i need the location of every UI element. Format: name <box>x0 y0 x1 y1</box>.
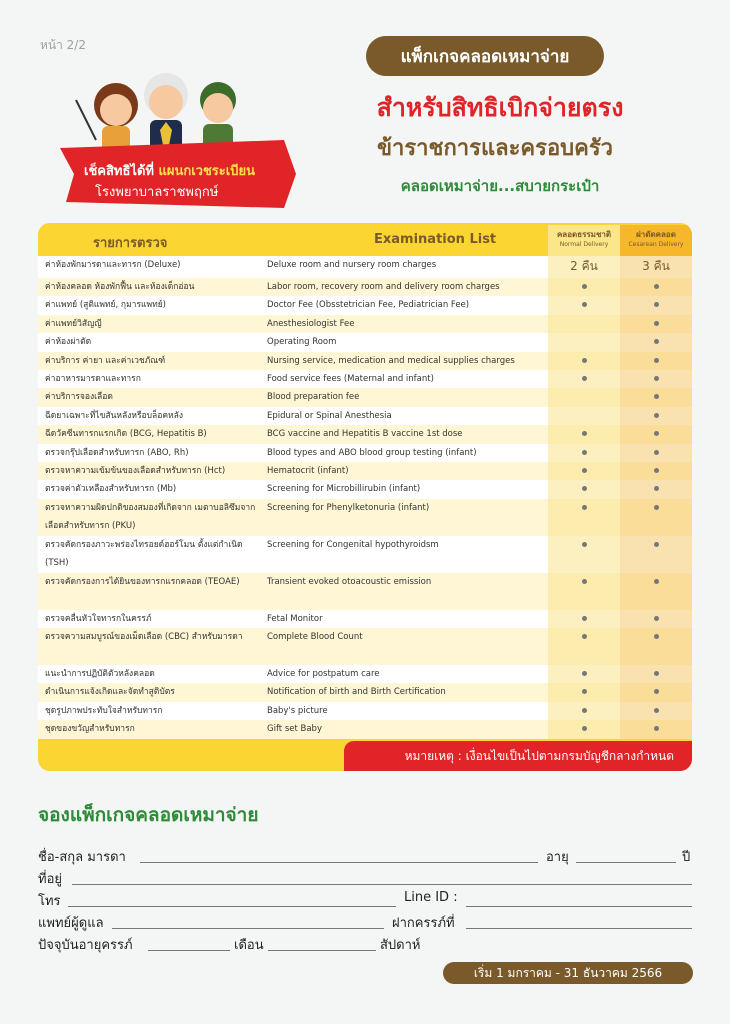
age-field[interactable] <box>576 862 676 863</box>
col-normal-header: คลอดธรรมชาติ Normal Delivery <box>548 225 620 256</box>
cesarean-cell <box>620 444 692 462</box>
row-thai-label: ค่าห้องคลอด ห้องพักฟื้น และห้องเด็กอ่อน <box>45 282 195 292</box>
cesarean-cell <box>620 702 692 720</box>
gestation-week-field[interactable] <box>268 950 376 951</box>
table-row <box>38 352 692 370</box>
table-row <box>38 665 692 683</box>
table-row <box>38 315 692 333</box>
cesarean-cell <box>620 610 692 628</box>
row-thai-label: ดำเนินการแจ้งเกิดและจัดทำสูติบัตร <box>45 687 175 698</box>
table-row <box>38 388 692 406</box>
included-dot-icon <box>582 505 587 510</box>
cesarean-cell <box>620 352 692 370</box>
included-dot-icon <box>654 468 659 473</box>
normal-cell <box>548 610 620 628</box>
included-dot-icon <box>582 486 587 491</box>
cesarean-cell <box>620 278 692 296</box>
normal-cell <box>548 628 620 665</box>
included-dot-icon <box>582 579 587 584</box>
row-en-label: Operating Room <box>267 337 337 348</box>
row-thai-label: ค่าห้องพักมารดาและทารก (Deluxe) <box>45 260 181 270</box>
row-en-label: Fetal Monitor <box>267 613 323 624</box>
included-dot-icon <box>654 413 659 418</box>
row-thai-label: ชุดของขวัญสำหรับทารก <box>45 724 135 735</box>
name-label: ชื่อ-สกุล มารดา <box>38 850 126 865</box>
row-thai-label: แนะนำการปฏิบัติตัวหลังคลอด <box>45 669 155 680</box>
cesarean-cell <box>620 480 692 498</box>
cesarean-cell <box>620 370 692 388</box>
gestation-label: ปัจจุบันอายุครรภ์ <box>38 938 133 953</box>
included-dot-icon <box>582 542 587 547</box>
validity-period: เริ่ม 1 มกราคม - 31 ธันวาคม 2566 <box>443 962 693 984</box>
cesarean-cell <box>620 333 692 351</box>
row-thai-label: ตรวจค่าตัวเหลืองสำหรับทารก (Mb) <box>45 484 177 495</box>
table-row <box>38 407 692 425</box>
table-body <box>38 256 692 739</box>
included-dot-icon <box>582 431 587 436</box>
included-dot-icon <box>582 358 587 363</box>
normal-cell <box>548 462 620 480</box>
included-dot-icon <box>582 634 587 639</box>
row-en-label: Labor room, recovery room and delivery room charges <box>267 282 500 292</box>
normal-cell <box>548 315 620 333</box>
row-thai-label: ฉีดวัคซีนทารกแรกเกิด (BCG, Hepatitis B) <box>45 429 207 440</box>
cesarean-cell <box>620 407 692 425</box>
table-row <box>38 720 692 738</box>
included-dot-icon <box>654 450 659 455</box>
row-en-label: Hematocrit (infant) <box>267 465 349 476</box>
gestation-month-field[interactable] <box>148 950 230 951</box>
table-row <box>38 536 692 573</box>
table-row <box>38 499 692 536</box>
year-label: ปี <box>682 850 691 865</box>
included-dot-icon <box>654 671 659 676</box>
row-thai-label: ตรวจความสมบูรณ์ของเม็ดเลือด (CBC) สำหรับมารดา <box>45 632 243 643</box>
table-row <box>38 370 692 388</box>
normal-cell <box>548 333 620 351</box>
row-thai-label: ตรวจคลื่นหัวใจทารกในครรภ์ <box>45 613 152 624</box>
included-dot-icon <box>582 689 587 694</box>
week-label: สัปดาห์ <box>380 938 421 953</box>
table-row <box>38 425 692 443</box>
row-en-label: Screening for Phenylketonuria (infant) <box>267 502 430 513</box>
cesarean-cell <box>620 315 692 333</box>
row-thai-label: ตรวจหาความผิดปกติของสมองที่เกิดจาก เมตาบอลิซึมจากเลือดสำหรับทารก (PKU) <box>45 502 256 531</box>
included-dot-icon <box>654 284 659 289</box>
row-en-label: Screening for Microbillirubin (infant) <box>267 484 421 495</box>
row-en-label: Blood preparation fee <box>267 392 360 403</box>
cesarean-cell <box>620 462 692 480</box>
row-thai-label: ตรวจกรุ๊ปเลือดสำหรับทารก (ABO, Rh) <box>45 447 189 458</box>
normal-cell <box>548 425 620 443</box>
included-dot-icon <box>582 708 587 713</box>
page-number: หน้า 2/2 <box>40 38 86 52</box>
cesarean-nights: 3 คืน <box>642 259 670 273</box>
row-en-label: Gift set Baby <box>267 724 322 735</box>
normal-cell <box>548 370 620 388</box>
col-thai-header: รายการตรวจ <box>93 236 168 251</box>
included-dot-icon <box>582 468 587 473</box>
line-id-label: Line ID : <box>404 890 458 905</box>
phone-label: โทร <box>38 894 61 909</box>
normal-cell <box>548 256 620 278</box>
row-thai-label: ค่าบริการ ค่ายา และค่าเวชภัณฑ์ <box>45 355 166 366</box>
included-dot-icon <box>654 339 659 344</box>
table-row <box>38 628 692 665</box>
row-thai-label: ค่าห้องผ่าตัด <box>45 337 92 348</box>
table-row <box>38 256 692 278</box>
month-label: เดือน <box>234 938 264 953</box>
row-en-label: Doctor Fee (Obsstetrician Fee, Pediatrician Fee) <box>267 300 470 311</box>
normal-cell <box>548 278 620 296</box>
included-dot-icon <box>654 376 659 381</box>
address-field[interactable] <box>72 884 692 885</box>
table-row <box>38 296 692 314</box>
table-row <box>38 278 692 296</box>
row-en-label: Baby's picture <box>267 705 328 716</box>
normal-cell <box>548 407 620 425</box>
table-footer <box>38 741 344 771</box>
cesarean-cell <box>620 388 692 406</box>
normal-cell <box>548 499 620 536</box>
table-row <box>38 444 692 462</box>
table-row <box>38 333 692 351</box>
note-text: หมายเหตุ : เงื่อนไขเป็นไปตามกรมบัญชีกลางกำหนด <box>344 741 692 771</box>
booking-form-title: จองแพ็กเกจคลอดเหมาจ่าย <box>38 804 259 826</box>
cesarean-cell <box>620 425 692 443</box>
included-dot-icon <box>582 302 587 307</box>
row-en-label: Advice for postpatum care <box>267 669 380 680</box>
slogan: คลอดเหมาจ่าย...สบายกระเป๋า <box>400 177 600 195</box>
cesarean-cell <box>620 683 692 701</box>
normal-cell <box>548 352 620 370</box>
included-dot-icon <box>654 358 659 363</box>
cesarean-cell <box>620 628 692 665</box>
cesarean-cell <box>620 499 692 536</box>
table-header <box>38 223 692 256</box>
phone-field[interactable] <box>68 906 396 907</box>
package-title: แพ็กเกจคลอดเหมาจ่าย <box>366 36 604 76</box>
package-table <box>38 223 692 771</box>
row-thai-label: ค่าแพทย์วิสัญญี <box>45 318 102 329</box>
cesarean-cell <box>620 665 692 683</box>
title-line2: ข้าราชการและครอบครัว <box>376 136 614 161</box>
address-label: ที่อยู่ <box>38 872 62 887</box>
row-thai-label: ค่าบริการจองเลือด <box>45 392 113 403</box>
normal-cell <box>548 702 620 720</box>
normal-cell <box>548 296 620 314</box>
row-en-label: Nursing service, medication and medical supplies charges <box>267 355 515 366</box>
row-thai-label: ฉีดยาเฉพาะที่ไขสันหลังหรือบล็อคหลัง <box>45 410 183 421</box>
included-dot-icon <box>654 486 659 491</box>
included-dot-icon <box>654 431 659 436</box>
normal-cell <box>548 720 620 738</box>
table-row <box>38 573 692 610</box>
normal-cell <box>548 444 620 462</box>
normal-cell <box>548 388 620 406</box>
included-dot-icon <box>654 542 659 547</box>
table-row <box>38 683 692 701</box>
normal-cell <box>548 665 620 683</box>
included-dot-icon <box>582 284 587 289</box>
row-en-label: Complete Blood Count <box>267 632 363 643</box>
doctor-label: แพทย์ผู้ดูแล <box>38 916 104 931</box>
doctor-field[interactable] <box>112 928 384 929</box>
table-row <box>38 480 692 498</box>
included-dot-icon <box>582 726 587 731</box>
normal-cell <box>548 573 620 610</box>
antenatal-field[interactable] <box>466 928 692 929</box>
hospital-name: โรงพยาบาลราชพฤกษ์ <box>95 185 219 200</box>
row-en-label: Epidural or Spinal Anesthesia <box>267 410 392 421</box>
row-thai-label: ค่าอาหารมารดาและทารก <box>45 373 141 384</box>
included-dot-icon <box>654 394 659 399</box>
row-en-label: Screening for Congenital hypothyroidsm <box>267 539 439 550</box>
row-en-label: Food service fees (Maternal and infant) <box>267 373 434 384</box>
cesarean-cell <box>620 256 692 278</box>
included-dot-icon <box>654 579 659 584</box>
row-en-label: Deluxe room and nursery room charges <box>267 260 437 270</box>
included-dot-icon <box>654 708 659 713</box>
line-id-field[interactable] <box>466 906 692 907</box>
table-row <box>38 702 692 720</box>
row-en-label: Notification of birth and Birth Certification <box>267 687 446 698</box>
included-dot-icon <box>582 450 587 455</box>
antenatal-label: ฝากครรภ์ที่ <box>392 916 455 931</box>
included-dot-icon <box>654 302 659 307</box>
included-dot-icon <box>654 616 659 621</box>
col-cesarean-header: ผ่าตัดคลอด Cesarean Delivery <box>620 225 692 256</box>
row-en-label: Anesthesiologist Fee <box>267 318 355 329</box>
normal-nights: 2 คืน <box>570 259 598 273</box>
age-label: อายุ <box>546 850 569 865</box>
check-rights-text: เช็คสิทธิได้ที่ แผนกเวชระเบียน <box>84 164 255 179</box>
normal-cell <box>548 683 620 701</box>
title-line1: สำหรับสิทธิเบิกจ่ายตรง <box>376 93 624 122</box>
row-thai-label: ชุดรูปภาพประทับใจสำหรับทารก <box>45 705 163 716</box>
row-en-label: Transient evoked otoacoustic emission <box>267 576 432 587</box>
row-thai-label: ตรวจคัดกรองการได้ยินของทารกแรกคลอด (TEOAE) <box>45 576 240 587</box>
cesarean-cell <box>620 296 692 314</box>
table-row <box>38 610 692 628</box>
cesarean-cell <box>620 536 692 573</box>
included-dot-icon <box>582 376 587 381</box>
row-thai-label: ค่าแพทย์ (สูติแพทย์, กุมารแพทย์) <box>45 300 166 311</box>
cesarean-cell <box>620 720 692 738</box>
included-dot-icon <box>654 726 659 731</box>
row-thai-label: ตรวจคัดกรองภาวะพร่องไทรอยด์ฮอร์โมน ตั้งแต่กำเนิด (TSH) <box>45 539 243 568</box>
row-thai-label: ตรวจหาความเข้มข้นของเลือดสำหรับทารก (Hct) <box>45 465 226 476</box>
normal-cell <box>548 536 620 573</box>
included-dot-icon <box>582 671 587 676</box>
normal-cell <box>548 480 620 498</box>
row-en-label: Blood types and ABO blood group testing (infant) <box>267 447 477 458</box>
table-row <box>38 462 692 480</box>
cesarean-cell <box>620 573 692 610</box>
included-dot-icon <box>654 505 659 510</box>
included-dot-icon <box>654 321 659 326</box>
row-en-label: BCG vaccine and Hepatitis B vaccine 1st dose <box>267 429 463 440</box>
included-dot-icon <box>582 616 587 621</box>
name-field[interactable] <box>140 862 538 863</box>
included-dot-icon <box>654 634 659 639</box>
col-en-header: Examination List <box>374 232 497 247</box>
included-dot-icon <box>654 689 659 694</box>
